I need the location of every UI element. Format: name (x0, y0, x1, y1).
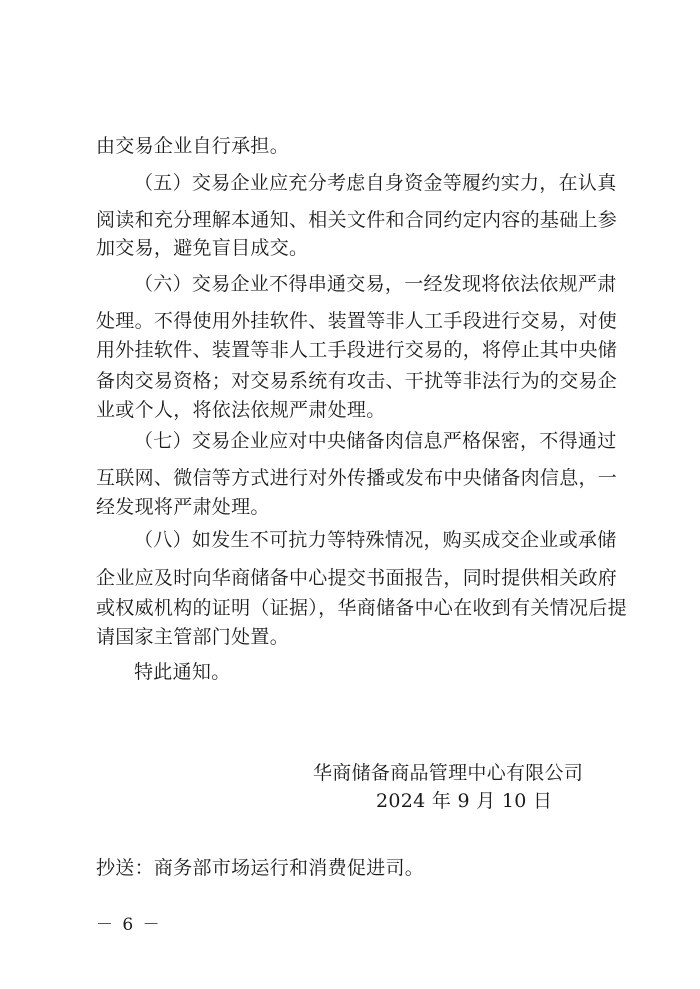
item8-line-4: 请国家主管部门处置。 (96, 626, 290, 648)
item8-line-1: （八）如发生不可抗力等特殊情况，购买成交企业或承储 (134, 529, 617, 551)
signature-date: 2024 年 9 月 10 日 (376, 790, 553, 812)
closing-text: 特此通知。 (134, 661, 231, 683)
item8-line-2: 企业应及时向华商储备中心提交书面报告，同时提供相关政府 (96, 567, 618, 589)
item6-line-3: 用外挂软件、装置等非人工手段进行交易的，将停止其中央储 (96, 339, 618, 361)
paragraph-tail: 由交易企业自行承担。 (96, 135, 290, 157)
page-number: － 6 － (96, 915, 162, 935)
item7-line-2: 互联网、微信等方式进行对外传播或发布中央储备肉信息，一 (96, 467, 618, 489)
item6-line-5: 业或个人，将依法依规严肃处理。 (96, 399, 386, 421)
item6-line-4: 备肉交易资格；对交易系统有攻击、干扰等非法行为的交易企 (96, 370, 618, 392)
item7-line-1: （七）交易企业应对中央储备肉信息严格保密，不得通过 (134, 430, 617, 452)
item6-line-2: 处理。不得使用外挂软件、装置等非人工手段进行交易，对使 (96, 310, 618, 332)
item5-line-3: 加交易，避免盲目成交。 (96, 237, 309, 259)
cc-line: 抄送：商务部市场运行和消费促进司。 (96, 857, 425, 879)
item6-line-1: （六）交易企业不得串通交易，一经发现将依法依规严肃 (134, 273, 617, 295)
item5-line-2: 阅读和充分理解本通知、相关文件和合同约定内容的基础上参 (96, 209, 618, 231)
signature-company: 华商储备商品管理中心有限公司 (313, 762, 584, 784)
item5-line-1: （五）交易企业应充分考虑自身资金等履约实力，在认真 (134, 172, 617, 194)
item8-line-3: 或权威机构的证明（证据），华商储备中心在收到有关情况后提 (96, 597, 627, 619)
item7-line-3: 经发现将严肃处理。 (96, 496, 270, 518)
